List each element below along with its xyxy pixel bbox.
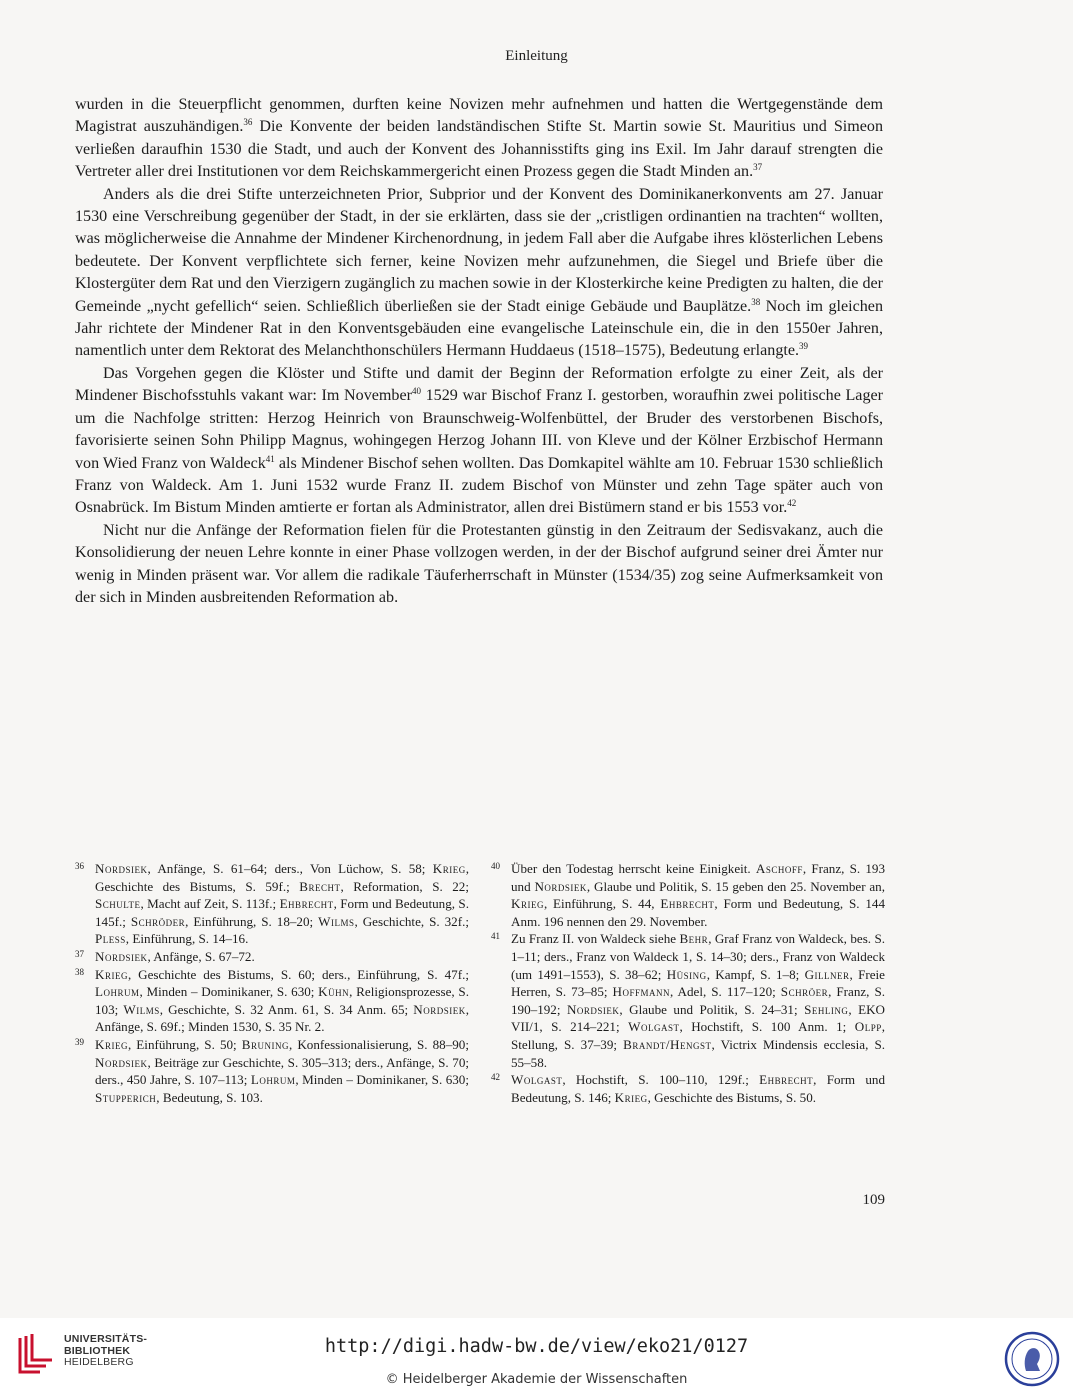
author-name: Olpp bbox=[854, 1019, 882, 1035]
university-library-name[interactable]: UNIVERSITÄTS- BIBLIOTHEK HEIDELBERG bbox=[64, 1333, 148, 1368]
author-name: Ehbrecht bbox=[660, 896, 715, 912]
author-name: Schröer bbox=[780, 984, 829, 1000]
author-name: Krieg bbox=[614, 1089, 648, 1105]
author-name: Nordsiek bbox=[534, 878, 587, 894]
viewer-footer bbox=[0, 1318, 1073, 1400]
footnote: 37 Nordsiek, Anfänge, S. 67–72. bbox=[75, 948, 469, 966]
author-name: Nordsiek bbox=[95, 948, 148, 964]
footnote-number: 40 bbox=[491, 861, 500, 871]
author-name: Aschoff bbox=[755, 861, 803, 876]
footnote-marker: 38 bbox=[751, 296, 761, 307]
footnote-number: 36 bbox=[75, 861, 84, 871]
footnote: 42 Wolgast, Hochstift, S. 100–110, 129f.; Ehbrecht, Form und Bedeutung, S. 146; Krieg, Geschichte des Bistums, S. 50. bbox=[491, 1071, 885, 1106]
author-name: Hoffmann bbox=[612, 984, 670, 1000]
author-name: Nordsiek bbox=[413, 1001, 466, 1017]
author-name: Wolgast bbox=[511, 1072, 563, 1088]
footnote-number: 37 bbox=[75, 948, 84, 959]
author-name: Ehbrecht bbox=[759, 1072, 814, 1088]
academy-seal-icon[interactable] bbox=[1004, 1331, 1060, 1387]
author-name: Lohrum bbox=[95, 984, 140, 1000]
author-name: Pless bbox=[95, 931, 126, 947]
author-name: Krieg bbox=[95, 966, 128, 982]
author-name: Schulte bbox=[95, 896, 141, 912]
author-name: Wolgast bbox=[628, 1019, 680, 1035]
author-name: Kühn bbox=[318, 984, 350, 1000]
body-paragraph: Anders als die drei Stifte unterzeichneten Prior, Subprior und der Konvent des Dominikanerkonvents am 27. Januar 1530 eine Verschreibung gegenüber der Stadt, in der sie erklärten, dass sie der „cristligen ordinantien na trachten“ wollten, was möglicherweise die Annahme der Mindener Kirchenordnung, in jedem Fall aber die Aufgabe ihres klösterlichen Lebens bedeutete. Der Konvent verpflichtete sich ferner, keine Novizen mehr aufzunehmen, die Siegel und Briefe über die Klostergüter dem Rat und den Vierzigern zugänglich zu machen sowie in der Klosterkirche keine Predigten zu halten, die der Gemeinde „nycht gefellich“ seien. Schließlich überließen sie der Stadt einige Gebäude und Bauplätze.$^{38}$ Noch im gleichen Jahr richtete der Mindener Rat in den Konventsgebäuden eine evangelische Lateinschule ein, die in den 1550er Jahren, namentlich unter dem Rektorat des Melanchthonschülers Hermann Huddaeus (1518–1575), Bedeutung erlangte.$^{39}$ bbox=[75, 185, 883, 360]
footnote: 41 Zu Franz II. von Waldeck siehe Behr, Graf Franz von Waldeck, bes. S. 1–11; ders., Franz von Waldeck 1, S. 14–30; ders., Franz von Waldeck (um 1491–1553), S. 38–62; Hüsing, Kampf, S. 1–8; Gillner, Freie Herren, S. 73–85; Hoffmann, Adel, S. 117–120; Schröer, Franz, S. 190–192; Nordsiek, Glaube und Politik, S. 24–31; Sehling, EKO VII/1, S. 214–221; Wolgast, Hochstift, S. 100 Anm. 1; Olpp, Stellung, S. 37–39; Brandt/Hengst, Victrix Mindensis ecclesia, S. 55–58. bbox=[491, 930, 885, 1071]
permalink-url[interactable]: http://digi.hadw-bw.de/view/eko21/0127 bbox=[324, 1336, 749, 1357]
footnote-number: 39 bbox=[75, 1036, 84, 1047]
footnote-number: 38 bbox=[75, 966, 84, 977]
author-name: Krieg bbox=[511, 896, 544, 912]
footnotes-right-column bbox=[491, 860, 885, 1106]
author-name: Krieg bbox=[95, 1036, 128, 1052]
author-name: Behr bbox=[679, 931, 709, 947]
footnote-number: 42 bbox=[491, 1072, 500, 1083]
copyright-notice: © Heidelberger Akademie der Wissenschaften bbox=[385, 1372, 688, 1387]
body-paragraph: Nicht nur die Anfänge der Reformation fielen für die Protestanten günstig in den Zeitraum der Sedisvakanz, auch die Konsolidierung der neuen Lehre konnte in einer Phase vollzogen werden, in der der Bischof aufgrund seiner drei Ämter nur wenig in Minden präsent war. Vor allem die radikale Täuferherrschaft in Münster (1534/35) zog seine Aufmerksamkeit von der sich in Minden ausbreitenden Reformation ab. bbox=[75, 521, 883, 606]
page-number: 109 bbox=[862, 1192, 885, 1208]
author-name: Nordsiek bbox=[566, 1001, 620, 1017]
footnote-marker: 40 bbox=[411, 386, 421, 397]
running-head: Einleitung bbox=[505, 48, 568, 64]
footnote: 38 Krieg, Geschichte des Bistums, S. 60; ders., Einführung, S. 47f.; Lohrum, Minden – Dominikaner, S. 630; Kühn, Religionsprozesse, S. 103; Wilms, Geschichte, S. 32 Anm. 61, S. 34 Anm. 65; Nordsiek, Anfänge, S. 69f.; Minden 1530, S. 35 Nr. 2. bbox=[75, 966, 469, 1036]
author-name: Nordsiek bbox=[95, 861, 148, 876]
body-paragraph: wurden in die Steuerpflicht genommen, durften keine Novizen mehr aufnehmen und hatten die Wertgegenstände dem Magistrat auszuhändigen.$^{36}$ Die Konvente der beiden landständischen Stifte St. Martin sowie St. Mauritius und Simeon verließen daraufhin 1530 die Stadt, und auch der Konvent des Johannisstifts ging ins Exil. Im Jahr darauf strengten die Vertreter aller drei Institutionen vor dem Reichskammergericht einen Prozess gegen die Stadt Minden an.$^{37}$ bbox=[75, 96, 883, 181]
body-paragraph: Das Vorgehen gegen die Klöster und Stifte und damit der Beginn der Reformation erfolgte zu einer Zeit, als der Mindener Bischofsstuhls vakant war: Im November$^{40}$ 1529 war Bischof Franz I. gestorben, woraufhin zwei politische Lager um die Nachfolge stritten: Herzog Heinrich von Braunschweig-Wolfenbüttel, der Bruder des verstorbenen Bischofs, favorisierte seinen Sohn Philipp Magnus, wohingegen Herzog Johann III. von Kleve und der Kölner Erzbischof Hermann von Wied Franz von Waldeck$^{41}$ als Mindener Bischof sehen wollten. Das Domkapitel wählte am 10. Februar 1530 schließlich Franz von Waldeck. Am 1. Juni 1532 wurde Franz II. zudem Bischof von Münster und zehn Tage später auch von Osnabrück. Im Bistum Minden amtierte er fortan als Administrator, allen drei Bistümern stand er bis 1553 vor.$^{42}$ bbox=[75, 364, 883, 517]
footnote-marker: 37 bbox=[753, 162, 763, 173]
author-name: Schröder bbox=[130, 913, 186, 929]
footnotes-left-column bbox=[75, 860, 469, 1106]
footnote-number: 41 bbox=[491, 931, 500, 942]
author-name: Wilms bbox=[318, 913, 355, 929]
author-name: Lohrum bbox=[250, 1072, 296, 1088]
author-name: Gillner bbox=[804, 966, 850, 982]
author-name: Krieg bbox=[432, 861, 466, 876]
footnote-marker: 39 bbox=[799, 341, 809, 352]
author-name: Ehbrecht bbox=[279, 896, 334, 912]
author-name: Hüsing bbox=[666, 966, 707, 982]
footnote-marker: 42 bbox=[787, 498, 797, 509]
author-name: Sehling bbox=[804, 1001, 849, 1017]
footnote: 39 Krieg, Einführung, S. 50; Bruning, Konfessionalisierung, S. 88–90; Nordsiek, Beiträge zur Geschichte, S. 305–313; ders., Anfänge, S. 70; ders., 450 Jahre, S. 107–113; Lohrum, Minden – Dominikaner, S. 630; Stupperich, Bedeutung, S. 103. bbox=[75, 1036, 469, 1106]
author-name: Brandt/Hengst bbox=[623, 1036, 712, 1052]
author-name: Bruning bbox=[241, 1036, 289, 1052]
footnote-marker: 41 bbox=[265, 453, 275, 464]
author-name: Brecht bbox=[299, 878, 341, 894]
footnote: 40 Über den Todestag herrscht keine Einigkeit. Aschoff, Franz, S. 193 und Nordsiek, Glaube und Politik, S. 15 geben den 25. November an, Krieg, Einführung, S. 44, Ehbrecht, Form und Bedeutung, S. 144 Anm. 196 nennen den 29. November. bbox=[491, 860, 885, 930]
body-text bbox=[75, 94, 883, 609]
author-name: Wilms bbox=[123, 1001, 160, 1017]
footnote-marker: 36 bbox=[243, 117, 253, 128]
author-name: Stupperich bbox=[95, 1089, 157, 1105]
author-name: Nordsiek bbox=[95, 1054, 148, 1070]
footnote: 36 Nordsiek, Anfänge, S. 61–64; ders., Von Lüchow, S. 58; Krieg, Geschichte des Bistums, S. 59f.; Brecht, Reformation, S. 22; Schulte, Macht auf Zeit, S. 113f.; Ehbrecht, Form und Bedeutung, S. 145f.; Schröder, Einführung, S. 18–20; Wilms, Geschichte, S. 32f.; Pless, Einführung, S. 14–16. bbox=[75, 860, 469, 948]
